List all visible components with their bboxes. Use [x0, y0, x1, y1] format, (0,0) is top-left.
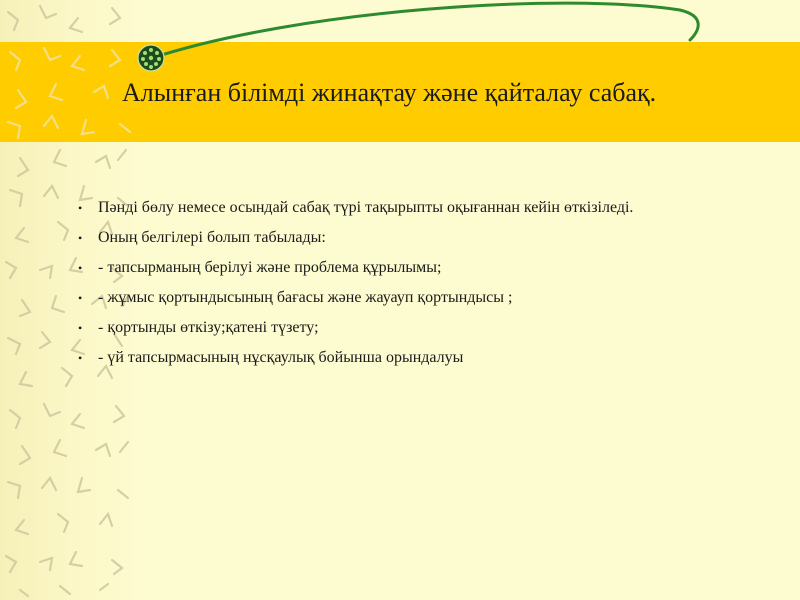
list-item-text: - тапсырманың берілуі және проблема құрылымы; [98, 259, 442, 276]
list-item [78, 318, 718, 338]
bullet-marker: • [78, 321, 83, 335]
list-item-text: Оның белгілері болып табылады: [98, 229, 326, 246]
slide-title: Алынған білімді жинақтау және қайталау сабақ. [122, 78, 657, 107]
list-item [78, 228, 718, 248]
list-item [78, 288, 718, 308]
list-item-text: - үй тапсырмасының нұсқаулық бойынша орындалуы [98, 349, 464, 366]
green-dotted-orb-icon [137, 44, 165, 72]
bullet-marker: • [78, 291, 83, 305]
list-item-text: - қортынды өткізу;қатені түзету; [98, 319, 319, 336]
bullet-list [78, 198, 718, 378]
bullet-marker: • [78, 231, 83, 245]
list-item-text: - жұмыс қортындысының бағасы және жауауп қортындысы ; [98, 289, 513, 306]
bullet-marker: • [78, 261, 83, 275]
list-item [78, 258, 718, 278]
list-item [78, 198, 718, 218]
list-item-text: Пәнді бөлу немесе осындай сабақ түрі тақырыпты оқығаннан кейін өткізіледі. [98, 199, 634, 216]
list-item [78, 348, 718, 368]
bullet-marker: • [78, 351, 83, 365]
bullet-marker: • [78, 201, 83, 215]
